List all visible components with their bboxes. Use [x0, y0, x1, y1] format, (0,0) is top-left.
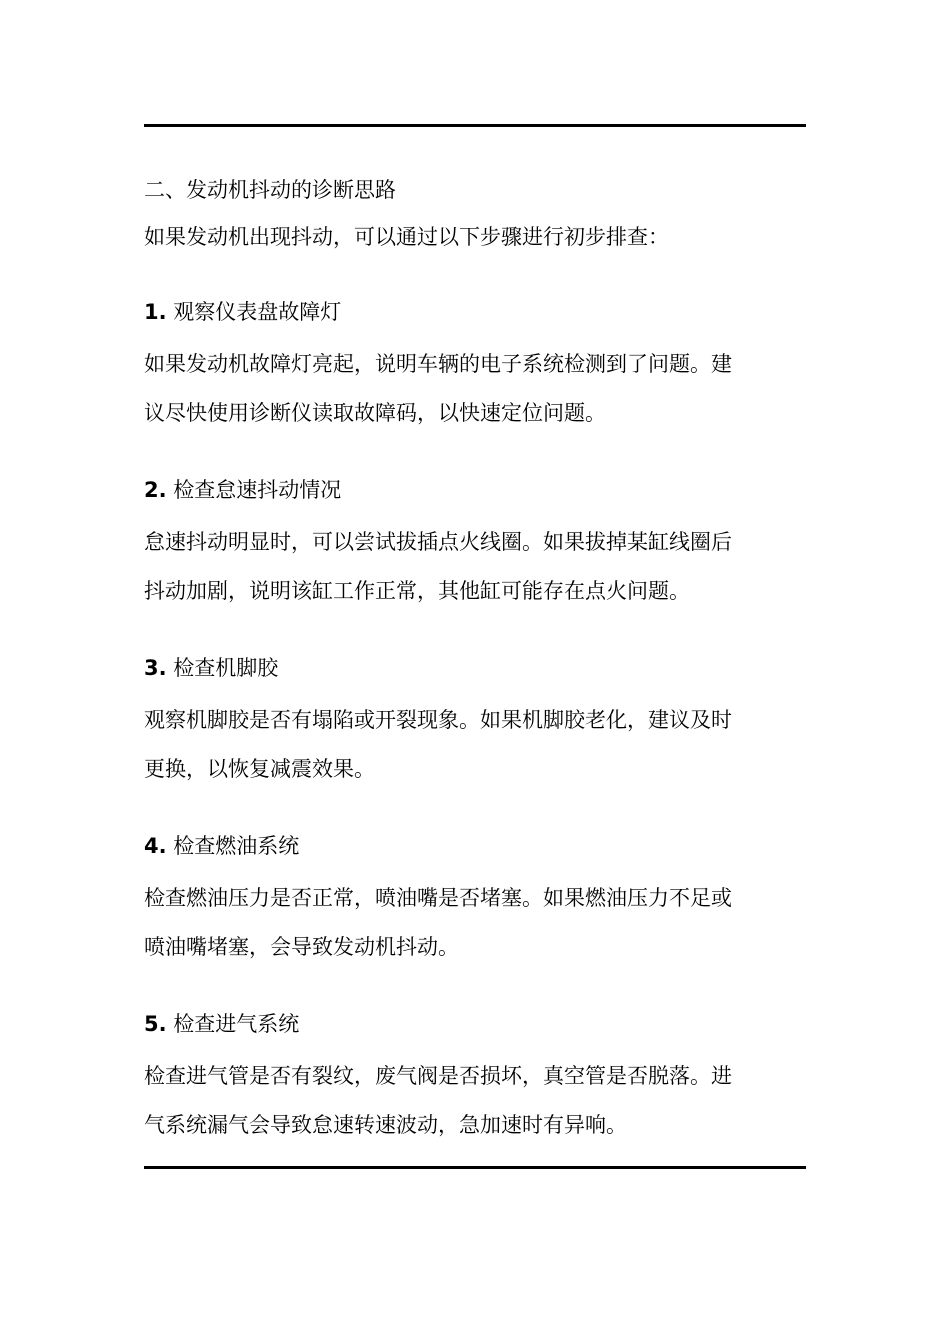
step-item-4 — [144, 818, 806, 972]
step-title: 检查燃油系统 — [173, 834, 300, 858]
step-title: 检查进气系统 — [173, 1012, 300, 1036]
step-item-1 — [144, 284, 806, 438]
step-description — [144, 1052, 806, 1150]
step-number: 1. — [144, 300, 167, 324]
step-text-line: 检查进气管是否有裂纹，废气阀是否损坏，真空管是否脱落。进 — [144, 1064, 732, 1088]
step-description — [144, 340, 806, 438]
section-title: 二、发动机抖动的诊断思路 — [144, 178, 396, 202]
step-text-line: 怠速抖动明显时，可以尝试拔插点火线圈。如果拔掉某缸线圈后 — [144, 530, 732, 554]
step-text-line: 气系统漏气会导致怠速转速波动，急加速时有异响。 — [144, 1113, 627, 1137]
step-description — [144, 874, 806, 972]
step-item-5 — [144, 996, 806, 1150]
document-body — [144, 168, 806, 1174]
step-text-line: 如果发动机故障灯亮起，说明车辆的电子系统检测到了问题。建 — [144, 352, 732, 376]
step-heading — [144, 818, 806, 874]
step-number: 3. — [144, 656, 167, 680]
step-text-line: 观察机脚胶是否有塌陷或开裂现象。如果机脚胶老化，建议及时 — [144, 708, 732, 732]
section-intro: 如果发动机出现抖动，可以通过以下步骤进行初步排查： — [144, 225, 669, 249]
step-title: 检查机脚胶 — [173, 656, 279, 680]
step-text-line: 抖动加剧，说明该缸工作正常，其他缸可能存在点火问题。 — [144, 579, 690, 603]
step-number: 5. — [144, 1012, 167, 1036]
step-heading — [144, 640, 806, 696]
step-description — [144, 518, 806, 616]
step-text-line: 议尽快使用诊断仪读取故障码，以快速定位问题。 — [144, 401, 606, 425]
step-item-2 — [144, 462, 806, 616]
step-text-line: 更换，以恢复减震效果。 — [144, 757, 375, 781]
top-divider — [144, 124, 806, 127]
step-number: 4. — [144, 834, 167, 858]
step-item-3 — [144, 640, 806, 794]
step-description — [144, 696, 806, 794]
step-heading — [144, 284, 806, 340]
step-text-line: 检查燃油压力是否正常，喷油嘴是否堵塞。如果燃油压力不足或 — [144, 886, 732, 910]
step-text-line: 喷油嘴堵塞，会导致发动机抖动。 — [144, 935, 459, 959]
step-number: 2. — [144, 478, 167, 502]
step-title: 观察仪表盘故障灯 — [173, 300, 342, 324]
step-heading — [144, 996, 806, 1052]
step-title: 检查怠速抖动情况 — [173, 478, 342, 502]
bottom-divider — [144, 1166, 806, 1169]
step-heading — [144, 462, 806, 518]
